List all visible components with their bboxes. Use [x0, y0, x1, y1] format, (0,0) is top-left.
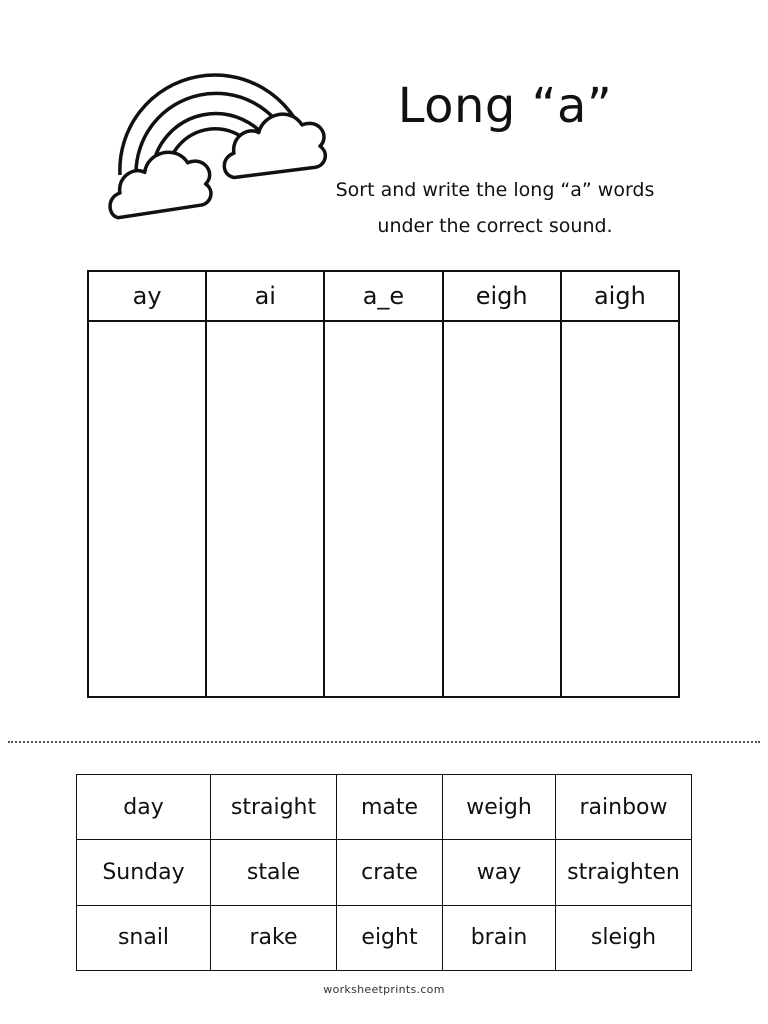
- word-card: snail: [77, 905, 211, 970]
- word-card: eight: [337, 905, 443, 970]
- word-card: stale: [211, 840, 337, 905]
- page-title: Long “a”: [397, 78, 613, 134]
- rainbow-clouds-illustration: [100, 50, 335, 225]
- word-bank-row: [77, 840, 692, 905]
- writing-area-ay[interactable]: [88, 321, 206, 697]
- instructions-line-2: under the correct sound.: [377, 215, 613, 237]
- instructions: [310, 172, 680, 244]
- column-header-eigh: eigh: [443, 271, 561, 321]
- cut-line-divider: [8, 741, 760, 743]
- word-card: mate: [337, 775, 443, 840]
- column-header-aigh: aigh: [561, 271, 679, 321]
- word-card: Sunday: [77, 840, 211, 905]
- word-card: rainbow: [556, 775, 692, 840]
- writing-area-ai[interactable]: [206, 321, 324, 697]
- writing-area-aigh[interactable]: [561, 321, 679, 697]
- writing-area-eigh[interactable]: [443, 321, 561, 697]
- word-card: sleigh: [556, 905, 692, 970]
- sort-table: [87, 270, 680, 698]
- word-bank: [76, 774, 692, 971]
- column-header-a-e: a_e: [324, 271, 442, 321]
- word-card: day: [77, 775, 211, 840]
- word-card: straighten: [556, 840, 692, 905]
- sort-table-header: [88, 271, 679, 321]
- word-card: way: [443, 840, 556, 905]
- word-card: weigh: [443, 775, 556, 840]
- instructions-line-1: Sort and write the long “a” words: [335, 179, 655, 201]
- word-card: straight: [211, 775, 337, 840]
- footer-source: worksheetprints.com: [323, 983, 445, 996]
- word-card: crate: [337, 840, 443, 905]
- word-card: rake: [211, 905, 337, 970]
- sort-table-writing-row: [88, 321, 679, 697]
- column-header-ai: ai: [206, 271, 324, 321]
- column-header-ay: ay: [88, 271, 206, 321]
- writing-area-a-e[interactable]: [324, 321, 442, 697]
- word-bank-row: [77, 905, 692, 970]
- word-bank-row: [77, 775, 692, 840]
- word-card: brain: [443, 905, 556, 970]
